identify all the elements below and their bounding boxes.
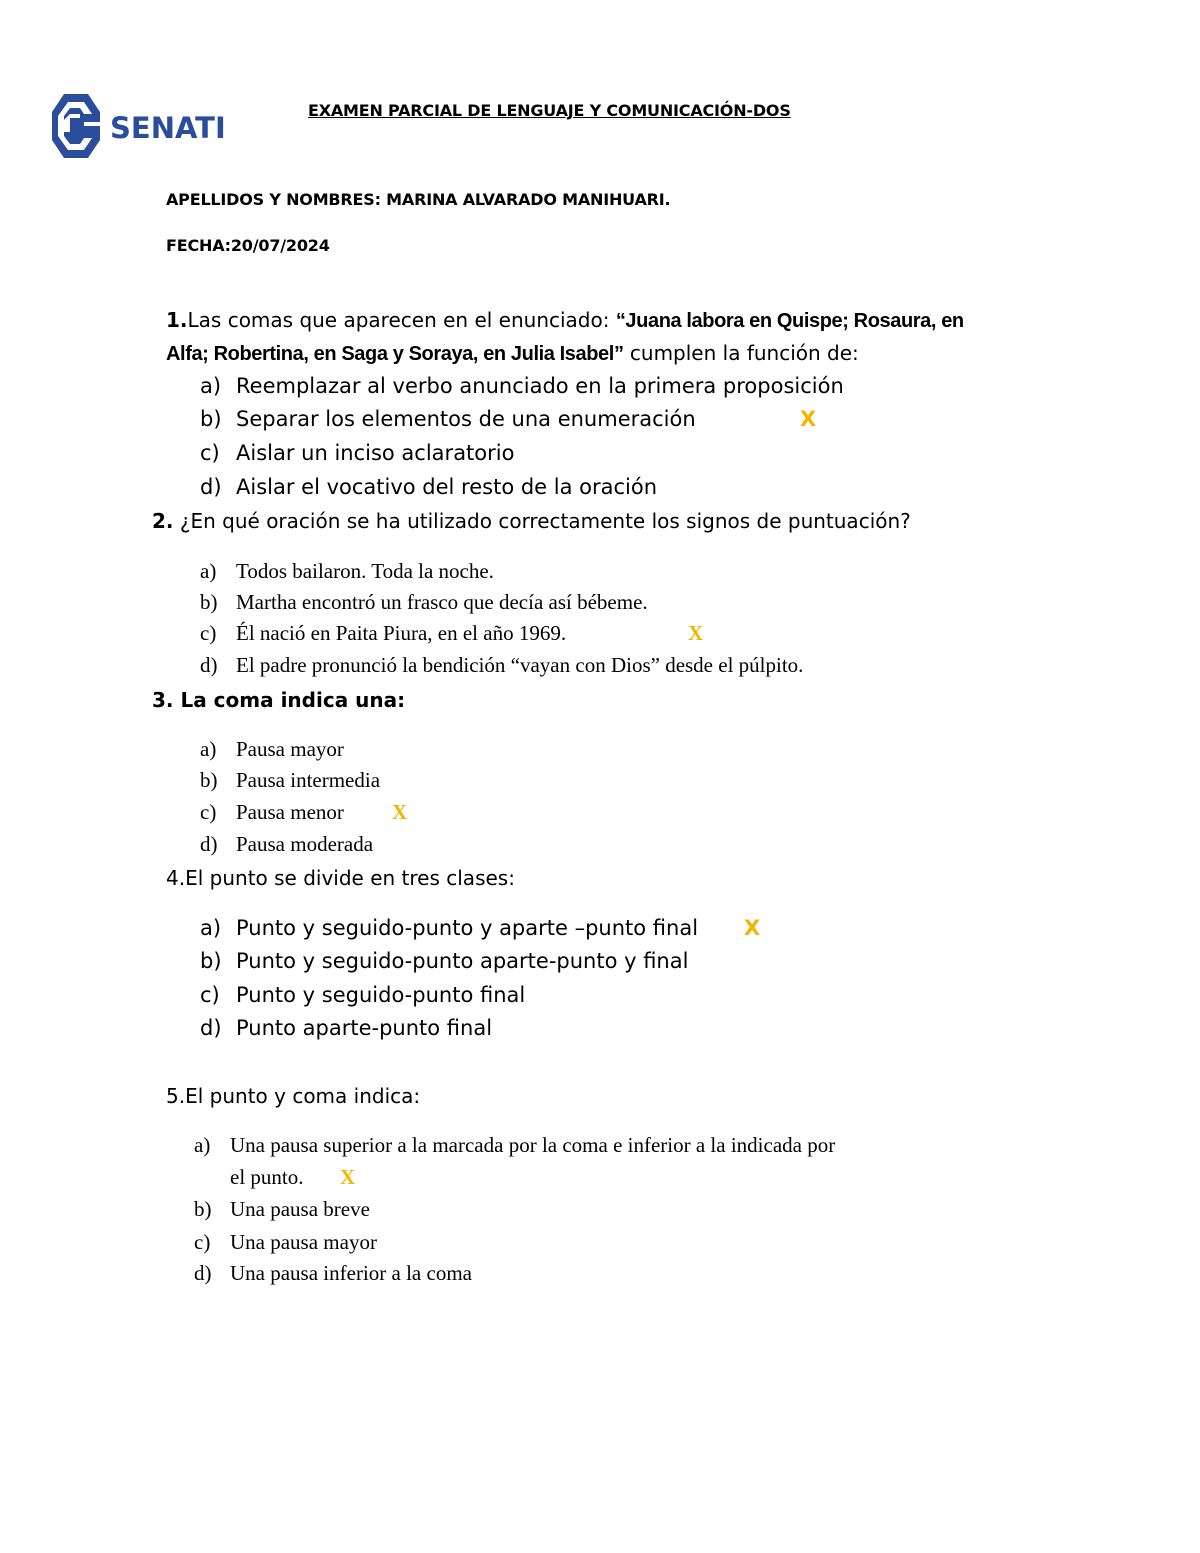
option-text-line-2: el punto. — [230, 1165, 304, 1189]
option-letter: a) — [200, 916, 222, 940]
option-text-line-1: Una pausa superior a la marcada por la coma e inferior a la indicada por — [230, 1133, 836, 1157]
question-4-option-d[interactable] — [200, 1016, 1100, 1044]
option-text: Punto y seguido-punto final — [236, 983, 526, 1007]
option-text: Una pausa mayor — [230, 1230, 377, 1254]
option-letter: d) — [200, 653, 218, 677]
option-letter: b) — [200, 949, 222, 973]
question-3-option-c[interactable] — [200, 800, 1100, 828]
question-5-option-a[interactable] — [194, 1133, 1094, 1193]
question-5-option-c[interactable] — [194, 1230, 1094, 1258]
option-text: Todos bailaron. Toda la noche. — [236, 559, 494, 583]
option-letter: d) — [200, 1016, 222, 1040]
option-letter: a) — [200, 374, 222, 398]
question-4-option-a[interactable] — [200, 916, 1100, 944]
option-letter: c) — [194, 1230, 211, 1254]
question-2-option-c[interactable] — [200, 621, 1100, 649]
question-1-option-b[interactable] — [200, 407, 1100, 435]
option-text: Martha encontró un frasco que decía así bébeme. — [236, 590, 648, 614]
option-text: Punto y seguido-punto aparte-punto y final — [236, 949, 689, 973]
option-text: Reemplazar al verbo anunciado en la primera proposición — [236, 374, 844, 398]
question-1-option-d[interactable] — [200, 475, 1100, 503]
selected-answer-mark: X — [392, 800, 408, 824]
selected-answer-mark: X — [688, 621, 704, 645]
option-text: Pausa moderada — [236, 832, 374, 856]
selected-answer-mark: X — [800, 407, 817, 431]
option-letter: b) — [200, 407, 222, 431]
senati-logo-icon — [40, 88, 226, 164]
question-4-option-b[interactable] — [200, 949, 1100, 977]
option-letter: b) — [194, 1197, 212, 1221]
option-letter: b) — [200, 590, 218, 614]
option-text: Una pausa inferior a la coma — [230, 1261, 472, 1285]
exam-date-line: FECHA:20/07/2024 — [166, 236, 330, 255]
senati-logo — [40, 88, 226, 164]
option-text: El padre pronunció la bendición “vayan con Dios” desde el púlpito. — [236, 653, 804, 677]
option-text: Punto y seguido-punto y aparte –punto final — [236, 916, 699, 940]
question-1-prompt-line-2: Alfa; Robertina, en Saga y Soraya, en Julia Isabel” cumplen la función de: — [166, 341, 859, 365]
question-2-option-a[interactable] — [200, 559, 1100, 587]
option-letter: a) — [200, 559, 217, 583]
option-text: Una pausa breve — [230, 1197, 370, 1221]
question-1-prompt-line-1: 1.Las comas que aparecen en el enunciado: “Juana labora en Quispe; Rosaura, en — [166, 308, 964, 332]
question-5-option-b[interactable] — [194, 1197, 1094, 1225]
question-1-option-a[interactable] — [200, 374, 1100, 402]
question-4-option-c[interactable] — [200, 983, 1100, 1011]
question-3-option-d[interactable] — [200, 832, 1100, 860]
option-text: Aislar un inciso aclaratorio — [236, 441, 515, 465]
option-letter: c) — [200, 441, 220, 465]
question-3-option-b[interactable] — [200, 768, 1100, 796]
option-text: Él nació en Paita Piura, en el año 1969. — [236, 621, 567, 645]
option-text: Punto aparte-punto final — [236, 1016, 493, 1040]
option-letter: d) — [200, 475, 222, 499]
svg-text:SENATI: SENATI — [110, 111, 226, 145]
option-letter: c) — [200, 621, 217, 645]
option-letter: a) — [194, 1133, 211, 1157]
selected-answer-mark: X — [744, 916, 761, 940]
question-5-option-d[interactable] — [194, 1261, 1094, 1289]
question-1-option-c[interactable] — [200, 441, 1100, 469]
question-2-prompt: 2. ¿En qué oración se ha utilizado correctamente los signos de puntuación? — [152, 509, 911, 533]
question-3-option-a[interactable] — [200, 737, 1100, 765]
option-letter: c) — [200, 983, 220, 1007]
question-2-option-d[interactable] — [200, 653, 1100, 681]
option-text: Pausa menor — [236, 800, 344, 824]
option-letter: a) — [200, 737, 217, 761]
exam-title: EXAMEN PARCIAL DE LENGUAJE Y COMUNICACIÓN-DOS — [308, 101, 791, 120]
question-5-prompt: 5.El punto y coma indica: — [166, 1084, 421, 1108]
student-name-line: APELLIDOS Y NOMBRES: MARINA ALVARADO MANIHUARI. — [166, 190, 671, 209]
option-letter: b) — [200, 768, 218, 792]
option-text: Pausa mayor — [236, 737, 344, 761]
option-letter: d) — [194, 1261, 212, 1285]
selected-answer-mark: X — [340, 1165, 356, 1189]
question-4-prompt: 4.El punto se divide en tres clases: — [166, 866, 515, 890]
option-letter: d) — [200, 832, 218, 856]
question-2-option-b[interactable] — [200, 590, 1100, 618]
question-3-prompt: 3. La coma indica una: — [152, 688, 406, 712]
option-text: Separar los elementos de una enumeración — [236, 407, 696, 431]
option-text: Aislar el vocativo del resto de la oración — [236, 475, 658, 499]
option-text: Pausa intermedia — [236, 768, 381, 792]
option-letter: c) — [200, 800, 217, 824]
